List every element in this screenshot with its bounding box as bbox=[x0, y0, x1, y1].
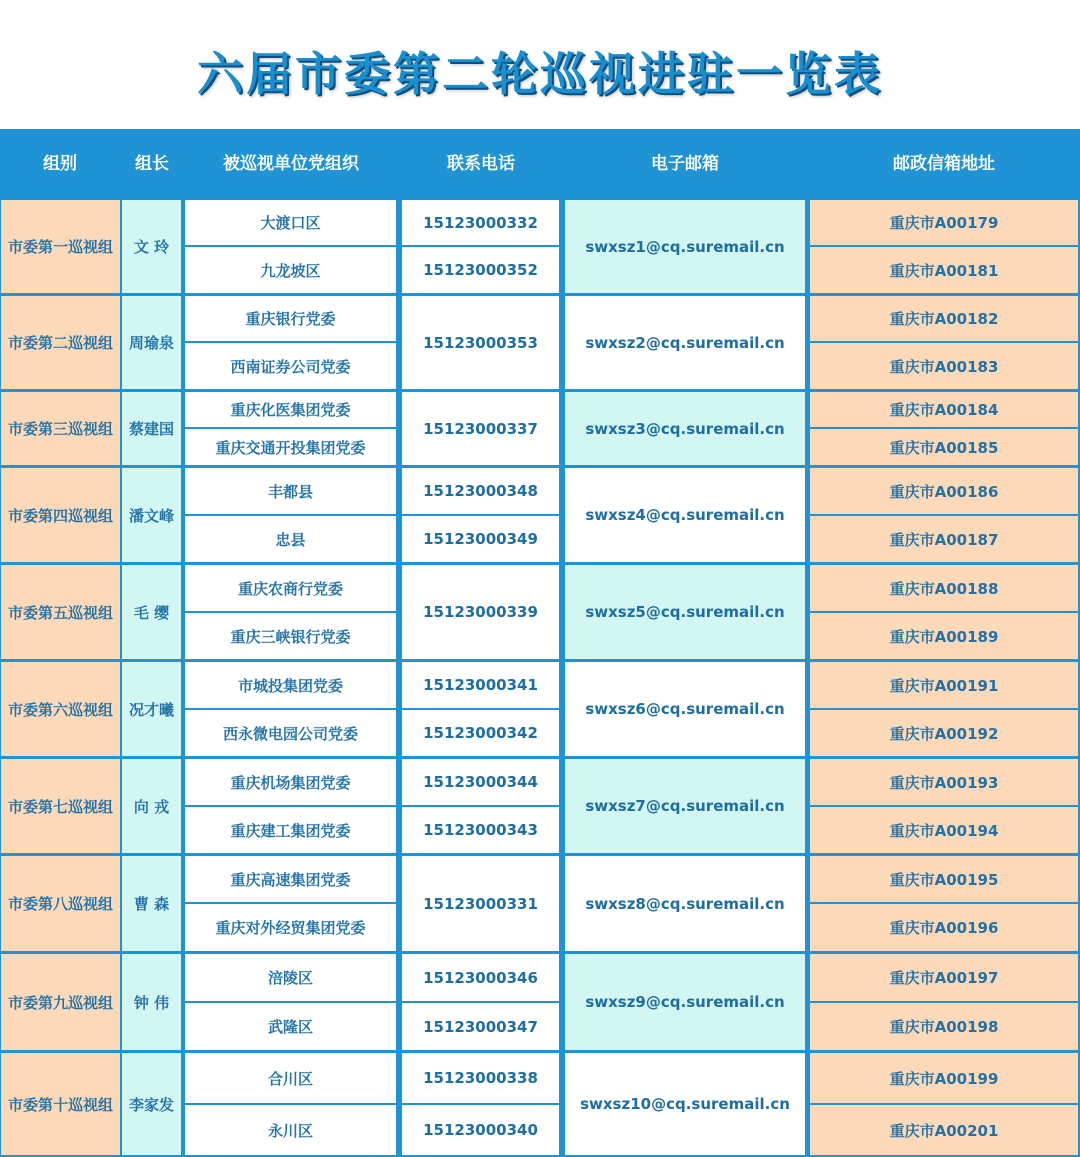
group-leader-cell: 李家发 bbox=[122, 1053, 181, 1155]
unit-cell: 重庆建工集团党委 bbox=[185, 807, 396, 853]
phone-cell: 15123000348 bbox=[402, 468, 559, 514]
phone-cell: 15123000343 bbox=[402, 807, 559, 853]
group-name-cell: 市委第八巡视组 bbox=[1, 856, 120, 951]
email-cell: swxsz4@cq.suremail.cn bbox=[565, 468, 805, 562]
group-name-cell: 市委第一巡视组 bbox=[1, 200, 120, 293]
phone-cell: 15123000341 bbox=[402, 662, 559, 708]
group-leader-cell: 曹 森 bbox=[122, 856, 181, 951]
address-cell: 重庆市A00187 bbox=[810, 516, 1078, 562]
email-cell: swxsz8@cq.suremail.cn bbox=[565, 856, 805, 951]
address-cell: 重庆市A00184 bbox=[810, 392, 1078, 427]
address-cell: 重庆市A00185 bbox=[810, 429, 1078, 465]
address-cell: 重庆市A00179 bbox=[810, 200, 1078, 245]
email-cell: swxsz9@cq.suremail.cn bbox=[565, 954, 805, 1050]
group-name-cell: 市委第六巡视组 bbox=[1, 662, 120, 756]
address-cell: 重庆市A00199 bbox=[810, 1053, 1078, 1103]
header-unit: 被巡视单位党组织 bbox=[223, 154, 359, 174]
unit-cell: 大渡口区 bbox=[185, 200, 396, 245]
phone-cell: 15123000349 bbox=[402, 516, 559, 562]
header-group: 组别 bbox=[43, 154, 77, 174]
address-cell: 重庆市A00201 bbox=[810, 1105, 1078, 1155]
address-cell: 重庆市A00192 bbox=[810, 710, 1078, 756]
address-cell: 重庆市A00186 bbox=[810, 468, 1078, 514]
address-cell: 重庆市A00188 bbox=[810, 565, 1078, 611]
unit-cell: 市城投集团党委 bbox=[185, 662, 396, 708]
header-phone: 联系电话 bbox=[447, 154, 515, 174]
group-name-cell: 市委第九巡视组 bbox=[1, 954, 120, 1050]
group-name-cell: 市委第四巡视组 bbox=[1, 468, 120, 562]
unit-cell: 重庆交通开投集团党委 bbox=[185, 429, 396, 465]
phone-cell: 15123000342 bbox=[402, 710, 559, 756]
page-title: 六届市委第二轮巡视进驻一览表 bbox=[197, 47, 883, 101]
unit-cell: 重庆机场集团党委 bbox=[185, 759, 396, 805]
phone-cell: 15123000340 bbox=[402, 1105, 559, 1155]
unit-cell: 重庆高速集团党委 bbox=[185, 856, 396, 902]
phone-cell: 15123000347 bbox=[402, 1003, 559, 1050]
unit-cell: 重庆农商行党委 bbox=[185, 565, 396, 611]
phone-cell: 15123000353 bbox=[402, 296, 559, 389]
phone-cell: 15123000339 bbox=[402, 565, 559, 659]
table-header bbox=[0, 129, 1080, 199]
email-cell: swxsz2@cq.suremail.cn bbox=[565, 296, 805, 389]
group-name-cell: 市委第五巡视组 bbox=[1, 565, 120, 659]
header-address: 邮政信箱地址 bbox=[893, 154, 995, 174]
unit-cell: 西南证券公司党委 bbox=[185, 343, 396, 389]
group-name-cell: 市委第二巡视组 bbox=[1, 296, 120, 389]
address-cell: 重庆市A00181 bbox=[810, 247, 1078, 293]
phone-cell: 15123000332 bbox=[402, 200, 559, 245]
group-leader-cell: 文 玲 bbox=[122, 200, 181, 293]
phone-cell: 15123000337 bbox=[402, 392, 559, 465]
email-cell: swxsz6@cq.suremail.cn bbox=[565, 662, 805, 756]
address-cell: 重庆市A00193 bbox=[810, 759, 1078, 805]
phone-cell: 15123000346 bbox=[402, 954, 559, 1001]
address-cell: 重庆市A00182 bbox=[810, 296, 1078, 341]
unit-cell: 丰都县 bbox=[185, 468, 396, 514]
group-name-cell: 市委第十巡视组 bbox=[1, 1053, 120, 1155]
unit-cell: 西永微电园公司党委 bbox=[185, 710, 396, 756]
group-leader-cell: 潘文峰 bbox=[122, 468, 181, 562]
phone-cell: 15123000352 bbox=[402, 247, 559, 293]
group-leader-cell: 蔡建国 bbox=[122, 392, 181, 465]
address-cell: 重庆市A00194 bbox=[810, 807, 1078, 853]
header-leader: 组长 bbox=[135, 154, 169, 174]
unit-cell: 合川区 bbox=[185, 1053, 396, 1103]
table-body bbox=[0, 199, 1080, 1157]
unit-cell: 重庆银行党委 bbox=[185, 296, 396, 341]
address-cell: 重庆市A00197 bbox=[810, 954, 1078, 1001]
address-cell: 重庆市A00195 bbox=[810, 856, 1078, 902]
phone-cell: 15123000344 bbox=[402, 759, 559, 805]
address-cell: 重庆市A00189 bbox=[810, 613, 1078, 659]
unit-cell: 九龙坡区 bbox=[185, 247, 396, 293]
unit-cell: 重庆对外经贸集团党委 bbox=[185, 904, 396, 951]
email-cell: swxsz7@cq.suremail.cn bbox=[565, 759, 805, 853]
group-name-cell: 市委第七巡视组 bbox=[1, 759, 120, 853]
group-leader-cell: 钟 伟 bbox=[122, 954, 181, 1050]
group-name-cell: 市委第三巡视组 bbox=[1, 392, 120, 465]
unit-cell: 重庆化医集团党委 bbox=[185, 392, 396, 427]
group-leader-cell: 周瑜泉 bbox=[122, 296, 181, 389]
phone-cell: 15123000331 bbox=[402, 856, 559, 951]
email-cell: swxsz5@cq.suremail.cn bbox=[565, 565, 805, 659]
email-cell: swxsz1@cq.suremail.cn bbox=[565, 200, 805, 293]
email-cell: swxsz10@cq.suremail.cn bbox=[565, 1053, 805, 1155]
unit-cell: 涪陵区 bbox=[185, 954, 396, 1001]
group-leader-cell: 毛 缨 bbox=[122, 565, 181, 659]
unit-cell: 重庆三峡银行党委 bbox=[185, 613, 396, 659]
address-cell: 重庆市A00196 bbox=[810, 904, 1078, 951]
address-cell: 重庆市A00183 bbox=[810, 343, 1078, 389]
group-leader-cell: 况才曦 bbox=[122, 662, 181, 756]
group-leader-cell: 向 戎 bbox=[122, 759, 181, 853]
address-cell: 重庆市A00191 bbox=[810, 662, 1078, 708]
phone-cell: 15123000338 bbox=[402, 1053, 559, 1103]
unit-cell: 永川区 bbox=[185, 1105, 396, 1155]
header-email: 电子邮箱 bbox=[651, 154, 719, 174]
unit-cell: 武隆区 bbox=[185, 1003, 396, 1050]
unit-cell: 忠县 bbox=[185, 516, 396, 562]
address-cell: 重庆市A00198 bbox=[810, 1003, 1078, 1050]
email-cell: swxsz3@cq.suremail.cn bbox=[565, 392, 805, 465]
